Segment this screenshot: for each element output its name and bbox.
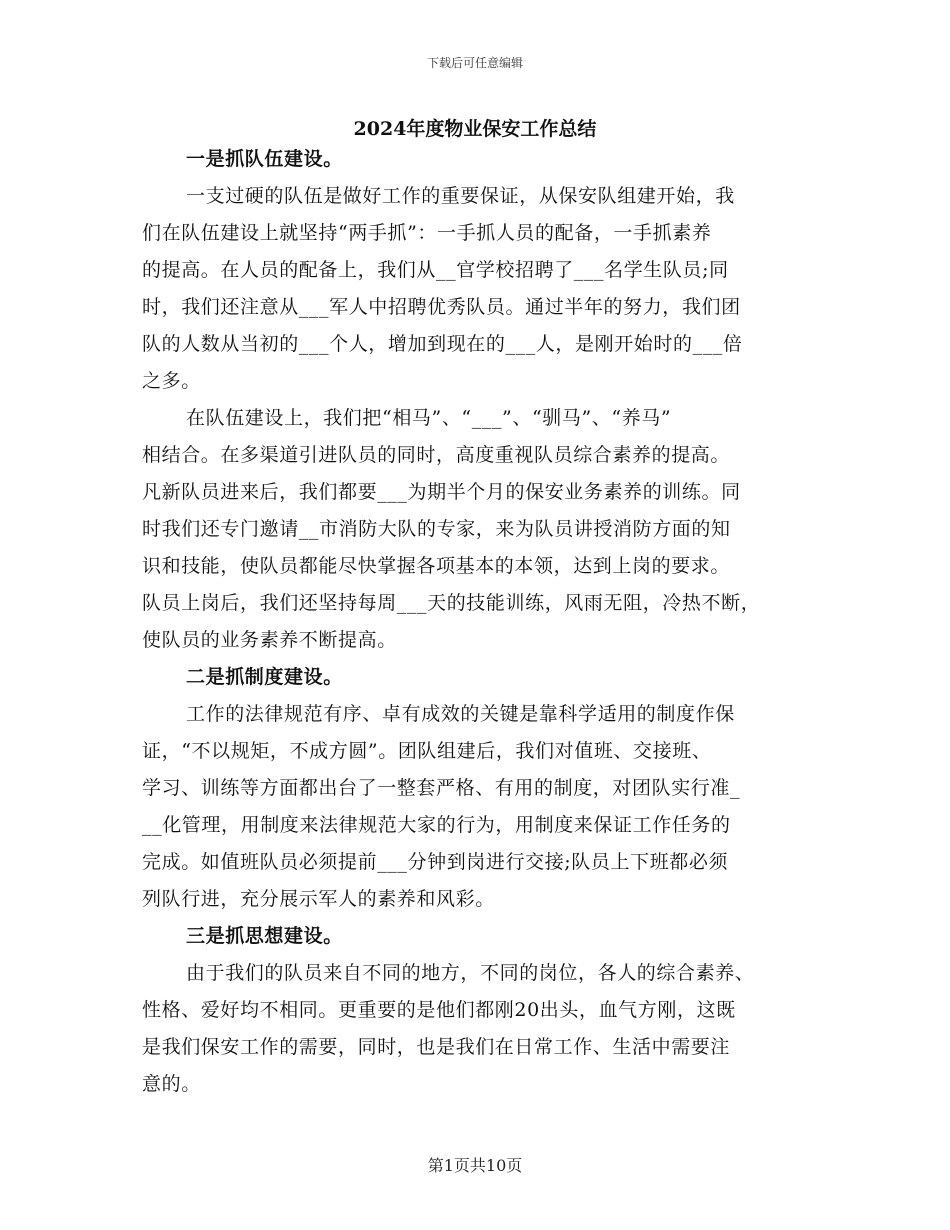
- paragraph-line: 时我们还专门邀请__市消防大队的专家，来为队员讲授消防方面的知: [142, 518, 731, 540]
- header-note: 下载后可任意编辑: [426, 56, 523, 70]
- paragraph-line: 一支过硬的队伍是做好工作的重要保证，从保安队组建开始，我: [186, 185, 735, 207]
- paragraph-line: 队的人数从当初的___个人，增加到现在的___人，是刚开始时的___倍: [142, 333, 743, 355]
- paragraph-line: __化管理，用制度来法律规范大家的行为，用制度来保证工作任务的: [142, 814, 731, 836]
- paragraph-line: 列队行进，充分展示军人的素养和风彩。: [142, 888, 495, 910]
- paragraph-line: 学习、训练等方面都出台了一整套严格、有用的制度，对团队实行准_: [142, 777, 741, 799]
- document-title: 2024年度物业保安工作总结: [353, 118, 597, 140]
- paragraph-line: 性格、爱好均不相同。更重要的是他们都刚20出头，血气方刚，这既: [142, 999, 736, 1021]
- paragraph-line: 在队伍建设上，我们把“相马”、“___”、“驯马”、“养马”: [186, 407, 672, 429]
- paragraph-line: 完成。如值班队员必须提前___分钟到岗进行交接;队员上下班都必须: [142, 851, 729, 873]
- paragraph-line: 队员上岗后，我们还坚持每周___天的技能训练，风雨无阻，冷热不断，: [142, 592, 761, 614]
- paragraph-line: 由于我们的队员来自不同的地方，不同的岗位，各人的综合素养、: [186, 962, 755, 984]
- paragraph-line: 的提高。在人员的配备上，我们从__官学校招聘了___名学生队员;同: [142, 259, 729, 281]
- paragraph-line: 意的。: [142, 1073, 201, 1095]
- paragraph-line: 识和技能，使队员都能尽快掌握各项基本的本领，达到上岗的要求。: [142, 555, 731, 577]
- section-heading-team: 一是抓队伍建设。: [186, 148, 343, 170]
- paragraph-line: 证，“不以规矩，不成方圆”。团队组建后，我们对值班、交接班、: [142, 740, 712, 762]
- paragraph-line: 是我们保安工作的需要，同时，也是我们在日常工作、生活中需要注: [142, 1036, 731, 1058]
- paragraph-line: 凡新队员进来后，我们都要___为期半个月的保安业务素养的训练。同: [142, 481, 741, 503]
- paragraph-line: 时，我们还注意从___军人中招聘优秀队员。通过半年的努力，我们团: [142, 296, 741, 318]
- paragraph-line: 们在队伍建设上就坚持“两手抓”：一手抓人员的配备，一手抓素养: [142, 222, 712, 244]
- paragraph-line: 工作的法律规范有序、卓有成效的关键是靠科学适用的制度作保: [186, 703, 735, 725]
- paragraph-line: 之多。: [142, 370, 201, 392]
- section-heading-thought: 三是抓思想建设。: [186, 925, 343, 947]
- paragraph-line: 相结合。在多渠道引进队员的同时，高度重视队员综合素养的提高。: [142, 444, 731, 466]
- document-body: [142, 141, 810, 1103]
- section-heading-system: 二是抓制度建设。: [186, 666, 343, 688]
- paragraph-line: 使队员的业务素养不断提高。: [142, 629, 397, 651]
- page-footer: 第1页共10页: [427, 1156, 523, 1175]
